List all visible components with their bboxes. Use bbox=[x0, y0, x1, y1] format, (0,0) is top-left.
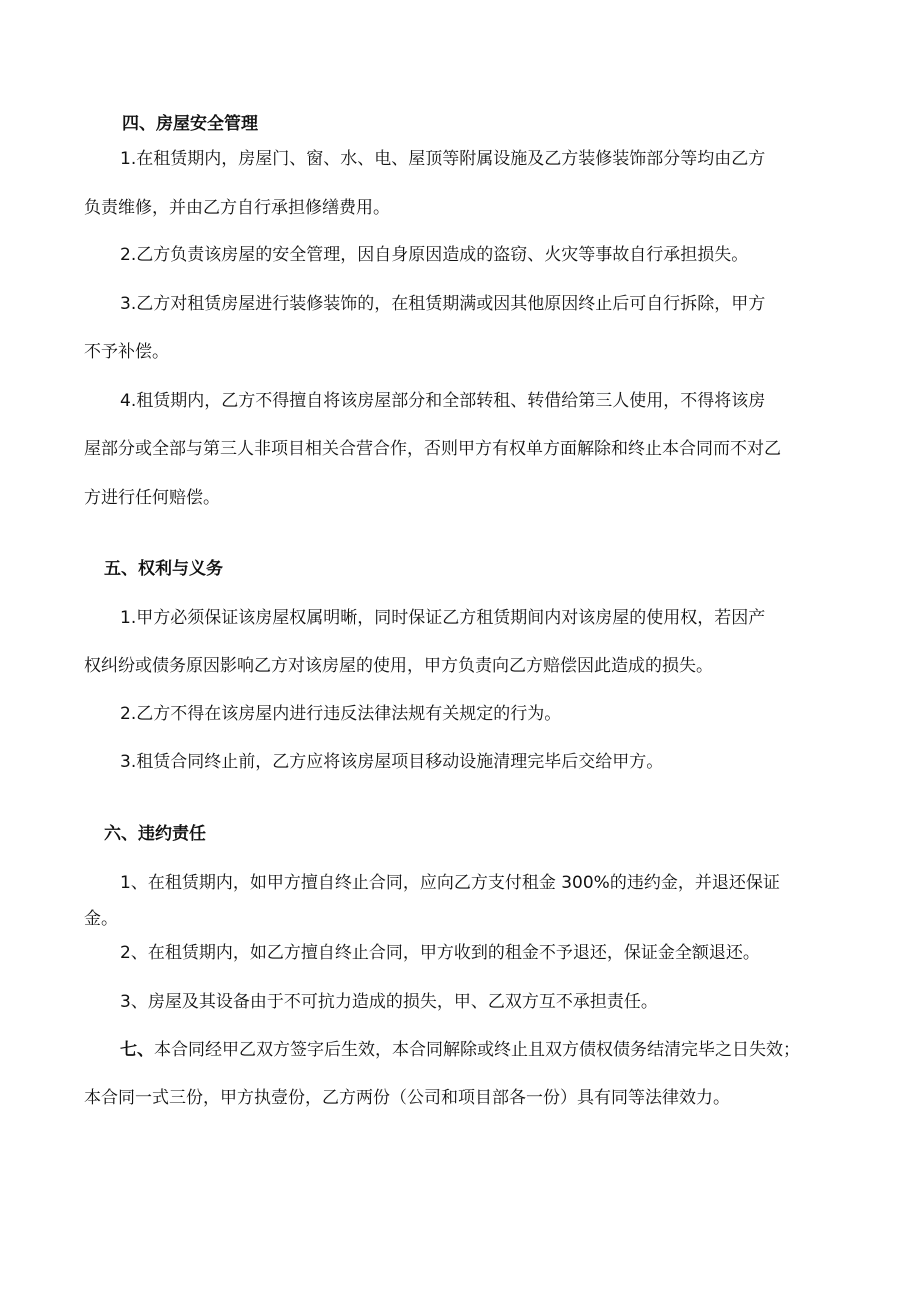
section-5-item-2-line-1: 2.乙方不得在该房屋内进行违反法律法规有关规定的行为。 bbox=[120, 704, 562, 724]
section-5-item-1-line-2: 权纠纷或债务原因影响乙方对该房屋的使用，甲方负责向乙方赔偿因此造成的损失。 bbox=[84, 656, 713, 676]
section-6-item-1-line-1: 1、在租赁期内，如甲方擅自终止合同，应向乙方支付租金 300%的违约金，并退还保证 bbox=[120, 873, 780, 893]
section-6-item-1-line-2: 金。 bbox=[84, 909, 118, 929]
section-6-heading: 六、违约责任 bbox=[104, 824, 206, 844]
section-6-item-2-line-1: 2、在租赁期内，如乙方擅自终止合同，甲方收到的租金不予退还，保证金全额退还。 bbox=[120, 943, 760, 963]
section-5-item-1-line-1: 1.甲方必须保证该房屋权属明晰，同时保证乙方租赁期间内对该房屋的使用权，若因产 bbox=[120, 608, 766, 628]
section-4-item-3-line-2: 不予补偿。 bbox=[84, 342, 169, 362]
section-5-item-3-line-1: 3.租赁合同终止前，乙方应将该房屋项目移动设施清理完毕后交给甲方。 bbox=[120, 752, 664, 772]
section-6-item-3-line-1: 3、房屋及其设备由于不可抗力造成的损失，甲、乙双方互不承担责任。 bbox=[120, 992, 658, 1012]
section-4-item-4-line-3: 方进行任何赔偿。 bbox=[84, 488, 220, 508]
section-4-item-4-line-1: 4.租赁期内，乙方不得擅自将该房屋部分和全部转租、转借给第三人使用，不得将该房 bbox=[120, 391, 766, 411]
section-4-item-3-line-1: 3.乙方对租赁房屋进行装修装饰的，在租赁期满或因其他原因终止后可自行拆除，甲方 bbox=[120, 294, 766, 314]
section-5-heading: 五、权利与义务 bbox=[104, 559, 223, 579]
section-4-heading: 四、房屋安全管理 bbox=[122, 114, 258, 134]
section-4-item-1-line-2: 负责维修，并由乙方自行承担修缮费用。 bbox=[84, 198, 390, 218]
section-4-item-1-line-1: 1.在租赁期内，房屋门、窗、水、电、屋顶等附属设施及乙方装修装饰部分等均由乙方 bbox=[120, 149, 766, 169]
section-4-item-4-line-2: 屋部分或全部与第三人非项目相关合营合作，否则甲方有权单方面解除和终止本合同而不对乙 bbox=[84, 439, 781, 459]
section-7-line-1 bbox=[120, 1038, 800, 1062]
section-7-line-2: 本合同一式三份，甲方执壹份，乙方两份（公司和项目部各一份）具有同等法律效力。 bbox=[84, 1088, 730, 1108]
section-7-line-1-text: 本合同经甲乙双方签字后生效，本合同解除或终止且双方债权债务结清完毕之日失效； bbox=[154, 1040, 800, 1060]
section-7-label: 七、 bbox=[120, 1040, 154, 1060]
section-4-item-2-line-1: 2.乙方负责该房屋的安全管理，因自身原因造成的盗窃、火灾等事故自行承担损失。 bbox=[120, 245, 749, 265]
